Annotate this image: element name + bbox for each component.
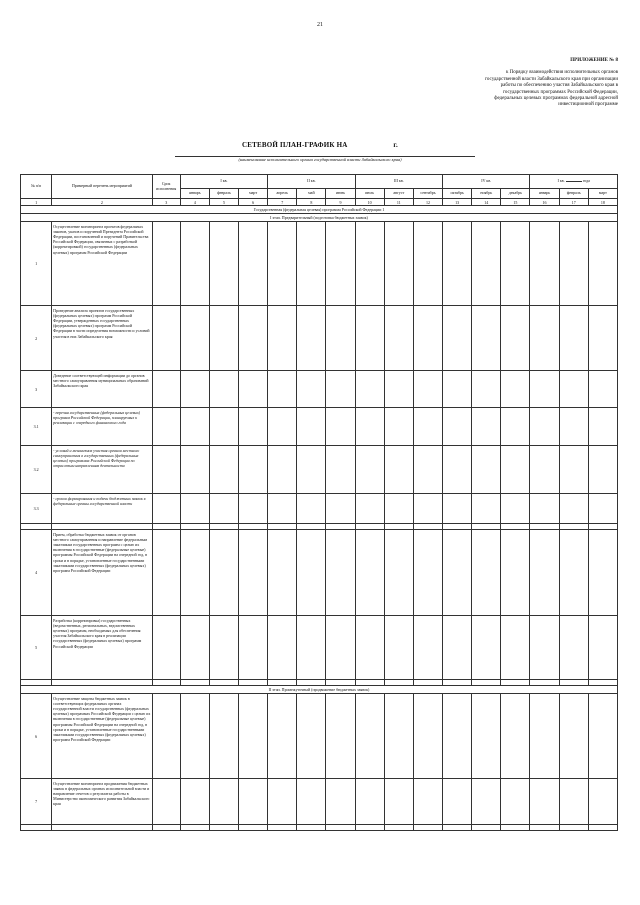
schedule-cell (326, 825, 355, 831)
column-number: 11 (384, 199, 413, 206)
stage-row (21, 214, 618, 222)
schedule-cell (355, 694, 384, 779)
activity-description: Осуществление мониторинга продвижения бюджетных заявок в федеральных органах исполнительной власти и направление отчетов о результатах работы в Министерство экономического развития Забайкальского края (52, 779, 152, 825)
schedule-cell (588, 825, 617, 831)
schedule-cell (239, 408, 268, 446)
schedule-cell (355, 530, 384, 616)
schedule-cell (413, 779, 442, 825)
schedule-cell (239, 494, 268, 524)
schedule-cell (180, 446, 209, 494)
schedule-cell (297, 825, 326, 831)
schedule-cell (180, 694, 209, 779)
schedule-cell (384, 371, 413, 408)
schedule-cell (559, 616, 588, 680)
column-number: 2 (52, 199, 152, 206)
schedule-cell (152, 408, 180, 446)
schedule-cell (413, 694, 442, 779)
schedule-cell (559, 222, 588, 306)
activity-number: 3.3 (21, 494, 52, 524)
schedule-cell (180, 408, 209, 446)
schedule-cell (443, 306, 472, 371)
activity-number: 3.2 (21, 446, 52, 494)
schedule-cell (588, 494, 617, 524)
schedule-cell (443, 779, 472, 825)
schedule-cell (239, 825, 268, 831)
schedule-cell (472, 371, 501, 408)
activity-number: 2 (21, 306, 52, 371)
month-header: август (384, 189, 413, 199)
schedule-cell (559, 694, 588, 779)
header-q3: III кв. (355, 175, 442, 189)
program-row (21, 206, 618, 214)
schedule-cell (297, 306, 326, 371)
schedule-cell (530, 825, 559, 831)
schedule-cell (472, 494, 501, 524)
schedule-cell (297, 694, 326, 779)
schedule-cell (472, 825, 501, 831)
schedule-cell (152, 494, 180, 524)
schedule-cell (501, 694, 530, 779)
schedule-cell (239, 616, 268, 680)
schedule-cell (326, 779, 355, 825)
schedule-cell (530, 616, 559, 680)
schedule-cell (443, 222, 472, 306)
activity-row (21, 222, 618, 306)
schedule-cell (180, 222, 209, 306)
schedule-cell (21, 825, 52, 831)
column-number: 12 (413, 199, 442, 206)
month-header: март (239, 189, 268, 199)
schedule-cell (501, 825, 530, 831)
activity-description: Доведение соответствующей информации до органов местного самоуправления муниципальных образований Забайкальского края (52, 371, 152, 408)
schedule-cell (268, 494, 297, 524)
schedule-cell (559, 494, 588, 524)
schedule-cell (268, 408, 297, 446)
schedule-cell (559, 825, 588, 831)
schedule-cell (501, 306, 530, 371)
schedule-cell (559, 779, 588, 825)
header-next-year (530, 175, 618, 189)
schedule-cell (326, 494, 355, 524)
schedule-cell (530, 408, 559, 446)
schedule-cell (239, 446, 268, 494)
schedule-cell (239, 779, 268, 825)
header-name: Примерный перечень мероприятий (52, 175, 152, 199)
activity-row (21, 530, 618, 616)
appendix-block (483, 58, 618, 109)
schedule-cell (588, 616, 617, 680)
month-header: февраль (559, 189, 588, 199)
month-header: апрель (268, 189, 297, 199)
schedule-cell (239, 694, 268, 779)
column-number: 8 (297, 199, 326, 206)
column-numbers-row (21, 199, 618, 206)
activity-description: Разработка (корректировка) государственных (ведомственных, региональных, ведомственных целевых) программ, необходимых для обеспечения участия Забайкальского края в реализации государственных (федеральных целевых) программ Российской Федерации (52, 616, 152, 680)
schedule-cell (297, 494, 326, 524)
schedule-cell (384, 408, 413, 446)
year-blank-line (566, 181, 582, 182)
schedule-cell (152, 694, 180, 779)
schedule-cell (209, 306, 238, 371)
document-title (0, 141, 640, 149)
month-header: октябрь (443, 189, 472, 199)
activity-description: - условий и механизмов участия органов местного самоуправления в государственных (федеральных целевых) программах Российской Федерации по отраслевым направлениям деятельности (52, 446, 152, 494)
activity-row (21, 306, 618, 371)
schedule-cell (209, 222, 238, 306)
schedule-cell (268, 825, 297, 831)
schedule-cell (588, 371, 617, 408)
activity-number: 7 (21, 779, 52, 825)
schedule-cell (152, 825, 180, 831)
schedule-cell (559, 306, 588, 371)
month-header: ноябрь (472, 189, 501, 199)
schedule-cell (384, 530, 413, 616)
schedule-cell (152, 222, 180, 306)
column-number: 5 (209, 199, 238, 206)
schedule-cell (355, 446, 384, 494)
activity-description: - перечня государственных (федеральных целевых) программ Российской Федерации, планируемых к реализации с очередного финансового года (52, 408, 152, 446)
schedule-cell (209, 446, 238, 494)
column-number: 3 (152, 199, 180, 206)
schedule-cell (501, 408, 530, 446)
schedule-cell (355, 779, 384, 825)
schedule-cell (326, 694, 355, 779)
schedule-cell (355, 825, 384, 831)
activity-number: 6 (21, 694, 52, 779)
month-header: март (588, 189, 617, 199)
column-number: 14 (472, 199, 501, 206)
schedule-cell (180, 306, 209, 371)
document-title-text: СЕТЕВОЙ ПЛАН-ГРАФИК НА (242, 141, 348, 149)
schedule-cell (443, 371, 472, 408)
schedule-cell (588, 222, 617, 306)
stage-row-text: I этап. Предварительный (подготовка бюджетных заявок) (21, 214, 618, 222)
column-number: 1 (21, 199, 52, 206)
activity-description: Прием, обработка бюджетных заявок от органов местного самоуправления и направление федеральным заказчикам государственных программ с целью их включения в государственные (федеральные целевые) программы Российской Федерации на очередной год, в сроки и в порядке, установленные государственными заказчиками государственных (федеральных целевых) программ Российской Федерации (52, 530, 152, 616)
month-header: февраль (209, 189, 238, 199)
month-header: январь (180, 189, 209, 199)
appendix-text: к Порядку взаимодействия исполнительных органов государственной власти Забайкальского края при организации работы по обеспечению участия Забайкальского края в государственных программах Российской Федерации, федеральных целевых программах федеральной адресной инвестиционной программе (485, 70, 618, 108)
schedule-cell (326, 222, 355, 306)
schedule-cell (472, 408, 501, 446)
schedule-cell (355, 408, 384, 446)
schedule-cell (443, 446, 472, 494)
activity-row (21, 694, 618, 779)
schedule-cell (530, 306, 559, 371)
schedule-cell (530, 530, 559, 616)
column-number: 4 (180, 199, 209, 206)
schedule-cell (559, 371, 588, 408)
schedule-cell (268, 306, 297, 371)
schedule-cell (209, 694, 238, 779)
schedule-cell (326, 408, 355, 446)
schedule-cell (384, 494, 413, 524)
appendix-title: ПРИЛОЖЕНИЕ № 8 (570, 58, 618, 63)
column-number: 18 (588, 199, 617, 206)
column-number: 10 (355, 199, 384, 206)
table-body (21, 199, 618, 831)
schedule-cell (180, 371, 209, 408)
schedule-cell (530, 694, 559, 779)
schedule-cell (326, 371, 355, 408)
schedule-cell (326, 530, 355, 616)
column-number: 6 (239, 199, 268, 206)
schedule-cell (297, 408, 326, 446)
schedule-cell (501, 530, 530, 616)
schedule-cell (355, 222, 384, 306)
schedule-cell (472, 616, 501, 680)
schedule-cell (239, 306, 268, 371)
schedule-cell (326, 446, 355, 494)
schedule-cell (152, 371, 180, 408)
activity-description: Проведение анализа проектов государственных (федеральных целевых) программ Российской Федерации, утвержденных государственных (федеральных целевых) программ Российской Федерации в части определения возможности и условий участия в них Забайкальского края (52, 306, 152, 371)
schedule-cell (413, 222, 442, 306)
schedule-cell (588, 779, 617, 825)
schedule-cell (443, 694, 472, 779)
schedule-cell (297, 779, 326, 825)
stage-row-text: II этап. Промежуточный (продвижение бюджетных заявок) (21, 686, 618, 694)
program-row-text: Государственная (федеральная целевая) программа Российской Федерации 1 (21, 206, 618, 214)
schedule-cell (297, 371, 326, 408)
header-q4: IV кв. (443, 175, 530, 189)
schedule-cell (413, 371, 442, 408)
column-number: 17 (559, 199, 588, 206)
column-number: 13 (443, 199, 472, 206)
schedule-cell (52, 825, 152, 831)
schedule-cell (501, 222, 530, 306)
schedule-cell (530, 371, 559, 408)
schedule-cell (152, 616, 180, 680)
activity-number: 5 (21, 616, 52, 680)
schedule-cell (559, 446, 588, 494)
spacer-row (21, 825, 618, 831)
month-header: январь (530, 189, 559, 199)
schedule-cell (268, 779, 297, 825)
schedule-cell (384, 616, 413, 680)
activity-row (21, 494, 618, 524)
column-number: 7 (268, 199, 297, 206)
column-number: 15 (501, 199, 530, 206)
schedule-cell (559, 408, 588, 446)
schedule-cell (152, 530, 180, 616)
schedule-cell (530, 222, 559, 306)
schedule-cell (530, 446, 559, 494)
schedule-cell (588, 694, 617, 779)
schedule-cell (152, 779, 180, 825)
schedule-cell (297, 616, 326, 680)
activity-description: Осуществление защиты бюджетных заявок в соответствующих федеральных органах государственной власти государственных (федеральных целевых) программах Российской Федерации с целью их включения в государственные (федеральные целевые) программы Российской Федерации на очередной год, в сроки и в порядке, установленные государственными заказчиками государственных (федеральных целевых) программ Российской Федерации (52, 694, 152, 779)
schedule-cell (239, 371, 268, 408)
document-subtitle: (наименование исполнительного органа государственной власти Забайкальского края) (238, 157, 402, 162)
document-title-suffix: г. (393, 141, 398, 149)
schedule-cell (209, 779, 238, 825)
schedule-cell (472, 530, 501, 616)
header-deadline: Срок исполнения (152, 175, 180, 199)
schedule-cell (501, 494, 530, 524)
header-num: № п/п (21, 175, 52, 199)
schedule-cell (530, 494, 559, 524)
schedule-cell (384, 306, 413, 371)
column-number: 16 (530, 199, 559, 206)
schedule-cell (588, 446, 617, 494)
schedule-cell (180, 616, 209, 680)
column-number: 9 (326, 199, 355, 206)
schedule-cell (268, 616, 297, 680)
activity-description: - сроков формирования и подачи бюджетных заявок в федеральные органы государственной власти (52, 494, 152, 524)
schedule-cell (559, 530, 588, 616)
schedule-cell (588, 306, 617, 371)
schedule-cell (472, 446, 501, 494)
activity-number: 3.1 (21, 408, 52, 446)
schedule-cell (443, 530, 472, 616)
schedule-cell (384, 222, 413, 306)
header-q1: I кв. (180, 175, 267, 189)
activity-row (21, 408, 618, 446)
activity-row (21, 446, 618, 494)
schedule-cell (355, 616, 384, 680)
schedule-cell (326, 306, 355, 371)
month-header: декабрь (501, 189, 530, 199)
schedule-cell (268, 530, 297, 616)
schedule-cell (472, 779, 501, 825)
schedule-cell (501, 371, 530, 408)
schedule-cell (209, 371, 238, 408)
schedule-cell (297, 446, 326, 494)
schedule-cell (180, 779, 209, 825)
schedule-cell (355, 494, 384, 524)
schedule-cell (268, 222, 297, 306)
schedule-cell (152, 306, 180, 371)
schedule-cell (268, 371, 297, 408)
schedule-cell (413, 616, 442, 680)
schedule-cell (355, 371, 384, 408)
schedule-cell (239, 530, 268, 616)
schedule-cell (443, 825, 472, 831)
schedule-cell (180, 530, 209, 616)
schedule-cell (268, 694, 297, 779)
schedule-cell (297, 222, 326, 306)
schedule-cell (209, 530, 238, 616)
header-row-quarters (21, 175, 618, 189)
schedule-cell (326, 616, 355, 680)
schedule-cell (501, 616, 530, 680)
activity-number: 4 (21, 530, 52, 616)
schedule-cell (209, 825, 238, 831)
schedule-cell (152, 446, 180, 494)
month-header: сентябрь (413, 189, 442, 199)
schedule-cell (384, 825, 413, 831)
schedule-cell (209, 494, 238, 524)
schedule-table (20, 174, 618, 831)
schedule-cell (472, 306, 501, 371)
schedule-cell (413, 408, 442, 446)
header-next-year-suffix: года (582, 178, 590, 184)
stage-row (21, 686, 618, 694)
schedule-cell (268, 446, 297, 494)
schedule-cell (297, 530, 326, 616)
month-header: май (297, 189, 326, 199)
schedule-cell (384, 446, 413, 494)
schedule-cell (588, 408, 617, 446)
schedule-cell (413, 306, 442, 371)
schedule-cell (443, 494, 472, 524)
schedule-cell (588, 530, 617, 616)
schedule-cell (472, 222, 501, 306)
schedule-cell (384, 779, 413, 825)
schedule-cell (239, 222, 268, 306)
page-number: 21 (317, 22, 323, 28)
header-q2: II кв. (268, 175, 355, 189)
schedule-cell (530, 779, 559, 825)
schedule-cell (472, 694, 501, 779)
schedule-cell (413, 446, 442, 494)
header-next-year-prefix: I кв. (557, 178, 565, 184)
schedule-cell (180, 825, 209, 831)
schedule-cell (443, 408, 472, 446)
schedule-cell (180, 494, 209, 524)
activity-number: 1 (21, 222, 52, 306)
schedule-cell (209, 616, 238, 680)
activity-number: 3 (21, 371, 52, 408)
schedule-cell (413, 494, 442, 524)
activity-row (21, 616, 618, 680)
schedule-cell (413, 530, 442, 616)
activity-description: Осуществление мониторинга проектов федеральных законов, указов и поручений Президента Российской Федерации, постановлений и поручений Правительства Российской Федерации, связанных с разработкой (корректировкой) государственных (федеральных целевых) программ Российской Федерации (52, 222, 152, 306)
schedule-cell (443, 616, 472, 680)
activity-row (21, 779, 618, 825)
schedule-cell (413, 825, 442, 831)
activity-row (21, 371, 618, 408)
month-header: июль (355, 189, 384, 199)
schedule-cell (501, 779, 530, 825)
schedule-cell (384, 694, 413, 779)
schedule-cell (209, 408, 238, 446)
schedule-cell (501, 446, 530, 494)
schedule-cell (355, 306, 384, 371)
month-header: июнь (326, 189, 355, 199)
